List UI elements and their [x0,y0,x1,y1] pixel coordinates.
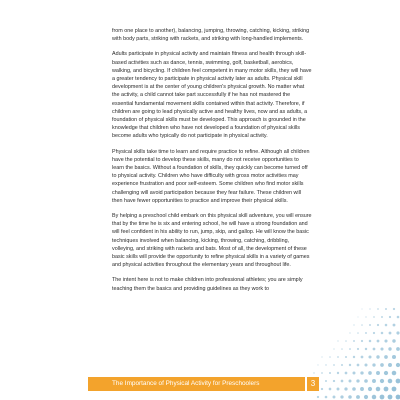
decorative-dot [396,363,400,367]
decorative-dot [393,324,396,327]
decorative-dot [396,347,400,351]
decorative-dot [337,356,339,358]
decorative-dot [329,356,331,358]
decorative-dot [380,379,384,383]
decorative-dot [365,316,366,317]
decorative-dot [384,339,387,342]
decorative-dot [368,355,371,358]
decorative-dot [393,308,395,310]
decorative-dot [372,363,375,366]
decorative-dot [341,348,343,350]
decorative-dot [317,364,318,365]
decorative-dot [368,371,372,375]
decorative-dot [389,316,391,318]
decorative-dot [333,396,336,399]
paragraph: By helping a preschool child embark on this physical skill adventure, you will ensure that by the time he is six and entering school, he will have a strong foundation and will feel confident in his ability to run, jump, skip, and gallop. He will know the basic techniques involved when balancing, kicking, throwing, catching, dribbling, volleying, and striking with rackets and bats. Most of all, the development of these basic skills will provide the opportunity to refine physical skills in a variety of games and physical activities throughout the elementary years and throughout life. [112,213,312,269]
decorative-dot [356,395,360,399]
decorative-dot [357,332,359,334]
decorative-dot [392,355,396,359]
decorative-dot [333,364,335,366]
page-body [112,0,312,300]
decorative-dot [369,324,371,326]
decorative-dot [321,388,323,390]
decorative-dot [396,331,399,334]
decorative-dot [376,371,380,375]
decorative-dot [333,348,334,349]
decorative-dot [372,395,376,399]
decorative-dot [396,395,400,400]
decorative-dot [321,372,323,374]
decorative-dot [345,372,348,375]
decorative-dot [356,379,359,382]
decorative-dot [373,348,376,351]
decorative-dot [377,308,379,310]
decorative-dot [368,387,372,391]
decorative-dot [361,340,363,342]
decorative-dot [349,380,352,383]
decorative-dot [364,395,368,399]
decorative-dot [353,372,356,375]
decorative-dot [352,387,356,391]
decorative-dot [360,371,363,374]
decorative-dot [353,340,355,342]
paragraph: Adults participate in physical activity and maintain fitness and health through skill-based activities such as dance, tennis, swimming, golf, basketball, aerobics, walking, and bicycling. If children feel competent in many motor skills, they will have a greater tendency to participate in physical activity later as adults. Physical skill development is at the center of young children's physical growth. No matter what the activity, a child cannot take part successfully if he has not mastered the essential fundamental movement skills contained within that activity. Therefore, if children are going to lead physically active and healthy lives, now and as adults, a foundation of physical skills must be developed. This approach is grounded in the knowledge that children who have not developed a foundation of physical skills become adults who typically do not participate in physical activity. [112,51,312,140]
decorative-dot [341,380,344,383]
decorative-dot [337,372,339,374]
decorative-dot [389,332,392,335]
decorative-dot [325,380,327,382]
decorative-dot [380,347,383,350]
paragraph: Physical skills take time to learn and require practice to refine. Although all children have the potential to develop these skills, many do not receive opportunities to learn the basics. Without a foundation of skills, they quickly can become turned off to physical activity. Children who have difficulty with gross motor activities may experience frustration and poor self-esteem. Some children who find motor skills challenging will avoid participation because they fear failure. These children will then have fewer opportunities to practice and improve their physical skills. [112,148,310,204]
decorative-dot [388,395,393,400]
decorative-dot [392,339,395,342]
decorative-dot [384,355,388,359]
decorative-dot [380,363,384,367]
decorative-dot [361,324,363,326]
decorative-dot [321,356,322,357]
decorative-dot [317,396,319,398]
decorative-dot [313,372,314,373]
decorative-dot [388,379,393,384]
decorative-dot [377,324,379,326]
decorative-dot [360,387,364,391]
decorative-dot [325,396,328,399]
decorative-dot [381,332,384,335]
decorative-dot [384,387,389,392]
paragraph: from one place to another), balancing, jumping, throwing, catching, kicking, striking with body parts, striking with rackets, and striking with long-handled implements. [112,28,310,43]
decorative-dot [357,316,358,317]
decorative-dot [396,379,400,384]
decorative-dot [385,308,387,310]
decorative-dot [361,308,362,309]
decorative-dot [381,316,383,318]
decorative-dot [373,316,375,318]
decorative-dot [349,332,350,333]
decorative-dot [357,348,359,350]
decorative-dot [392,387,397,392]
decorative-dot [345,340,347,342]
decorative-dot [384,371,388,375]
footer-title: The Importance of Physical Activity for Preschoolers [112,380,260,387]
decorative-dot [337,388,340,391]
decorative-dot [369,340,372,343]
decorative-dot [349,348,351,350]
decorative-dot [337,340,338,341]
decorative-dot [344,387,347,390]
decorative-dot [329,388,332,391]
decorative-dot [385,324,388,327]
decorative-dot [357,364,360,367]
decorative-dot [377,340,380,343]
decorative-dot [340,395,343,398]
paragraph: The intent here is not to make children into professional athletes; you are simply teaching them the basics and providing guidelines as they work to [112,277,303,292]
decorative-dot-pattern [310,305,400,400]
decorative-dot [373,332,375,334]
decorative-dot [388,347,391,350]
decorative-dot [349,364,351,366]
decorative-dot [345,356,347,358]
decorative-dot [365,332,367,334]
decorative-dot [397,316,400,319]
decorative-dot [369,308,370,309]
decorative-dot [372,379,376,383]
page-number: 3 [310,379,316,388]
decorative-dot [329,372,331,374]
decorative-dot [333,380,335,382]
decorative-dot [325,364,326,365]
decorative-dot [376,355,379,358]
decorative-dot [364,363,367,366]
decorative-dot [361,356,364,359]
decorative-dot [388,363,392,367]
decorative-dot [380,395,385,400]
decorative-dot [365,348,367,350]
decorative-dot [353,324,354,325]
decorative-dot [353,356,355,358]
decorative-dot [364,379,368,383]
decorative-dot [392,371,397,376]
decorative-dot [341,364,343,366]
decorative-dot [348,395,352,399]
decorative-dot [376,387,381,392]
